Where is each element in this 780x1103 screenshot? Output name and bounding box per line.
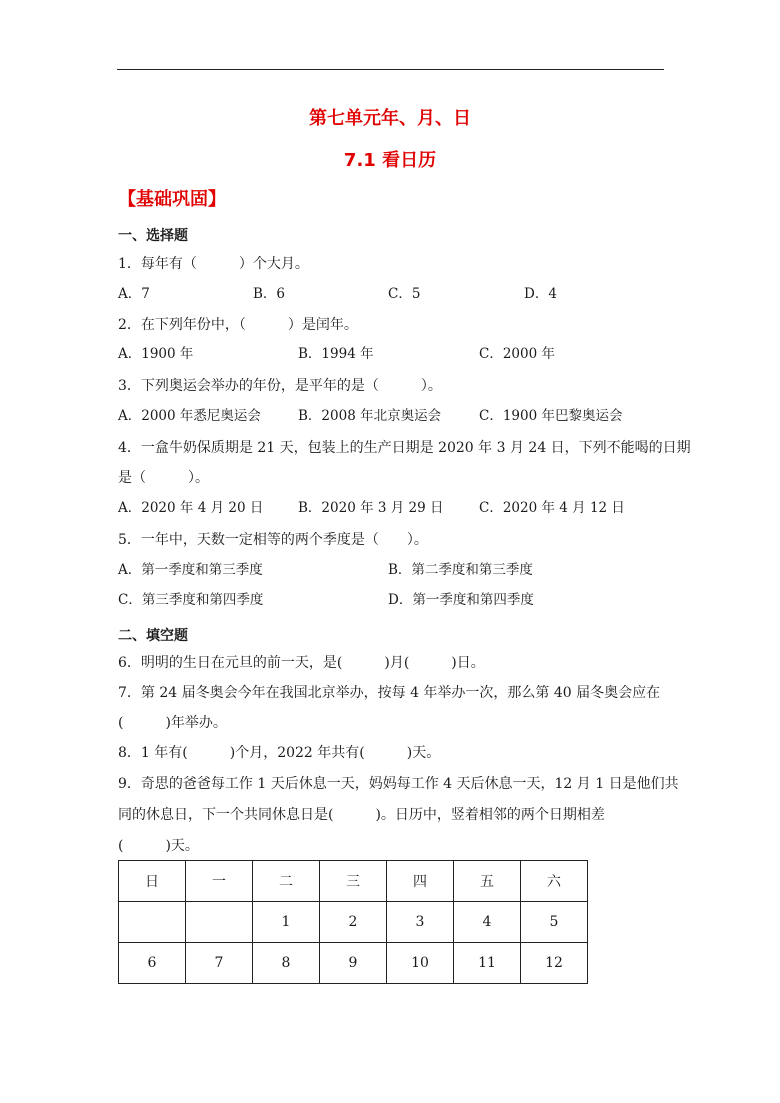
calendar-cell: 11: [454, 943, 521, 984]
calendar-cell: 9: [320, 943, 387, 984]
calendar-cell: 3: [387, 902, 454, 943]
option-1c: C．5: [388, 286, 421, 302]
section-heading-fill: 二、填空题: [118, 628, 188, 644]
top-rule: [117, 69, 664, 70]
lesson-title: 7.1 看日历: [343, 150, 437, 171]
calendar-header-sat: 六: [521, 861, 588, 902]
option-1d: D．4: [524, 286, 557, 302]
question-9-cont2: ( )天。: [118, 838, 199, 854]
calendar-cell: 2: [320, 902, 387, 943]
calendar-cell: [186, 902, 253, 943]
calendar-header-fri: 五: [454, 861, 521, 902]
calendar-cell: 4: [454, 902, 521, 943]
calendar-row: [119, 943, 588, 984]
question-9: 9．奇思的爸爸每工作 1 天后休息一天，妈妈每工作 4 天后休息一天，12 月 1 日是他们共: [118, 776, 679, 792]
option-5c: C．第三季度和第四季度: [118, 592, 264, 608]
question-4: 4．一盒牛奶保质期是 21 天，包装上的生产日期是 2020 年 3 月 24 日，下列不能喝的日期: [118, 440, 691, 456]
calendar-table: [118, 860, 588, 984]
question-4-cont: 是（ ）。: [118, 470, 209, 486]
question-8: 8．1 年有( )个月，2022 年共有( )天。: [118, 745, 441, 761]
calendar-header-mon: 一: [186, 861, 253, 902]
question-7-cont: ( )年举办。: [118, 715, 227, 731]
option-1a: A．7: [118, 286, 150, 302]
calendar-row: [119, 902, 588, 943]
option-5d: D．第一季度和第四季度: [388, 592, 534, 608]
question-1: 1．每年有（ ）个大月。: [118, 256, 309, 272]
calendar-cell: 12: [521, 943, 588, 984]
calendar-header-thu: 四: [387, 861, 454, 902]
calendar-header-row: [119, 861, 588, 902]
option-3b: B．2008 年北京奥运会: [298, 408, 442, 424]
option-4a: A．2020 年 4 月 20 日: [118, 500, 264, 516]
question-6: 6．明明的生日在元旦的前一天，是( )月( )日。: [118, 655, 485, 671]
calendar-cell: 10: [387, 943, 454, 984]
calendar-cell: [119, 902, 186, 943]
calendar-header-sun: 日: [119, 861, 186, 902]
calendar-cell: 1: [253, 902, 320, 943]
calendar-cell: 7: [186, 943, 253, 984]
option-3a: A．2000 年悉尼奥运会: [118, 408, 261, 424]
section-heading-choice: 一、选择题: [118, 228, 188, 244]
option-4c: C．2020 年 4 月 12 日: [479, 500, 625, 516]
option-5b: B．第二季度和第三季度: [388, 562, 533, 578]
option-4b: B．2020 年 3 月 29 日: [298, 500, 444, 516]
chapter-title: 第七单元年、月、日: [309, 108, 471, 129]
option-5a: A．第一季度和第三季度: [118, 562, 263, 578]
option-2a: A．1900 年: [118, 346, 194, 362]
question-3: 3．下列奥运会举办的年份，是平年的是（ ）。: [118, 378, 442, 394]
question-9-cont: 同的休息日，下一个共同休息日是( )。日历中，竖着相邻的两个日期相差: [118, 807, 605, 823]
option-3c: C．1900 年巴黎奥运会: [479, 408, 623, 424]
calendar-header-tue: 二: [253, 861, 320, 902]
option-2c: C．2000 年: [479, 346, 555, 362]
calendar-cell: 6: [119, 943, 186, 984]
section-tag: 【基础巩固】: [118, 189, 226, 210]
option-2b: B．1994 年: [298, 346, 374, 362]
option-1b: B．6: [253, 286, 286, 302]
calendar-header-wed: 三: [320, 861, 387, 902]
calendar-cell: 5: [521, 902, 588, 943]
question-5: 5．一年中，天数一定相等的两个季度是（ ）。: [118, 532, 428, 548]
calendar-cell: 8: [253, 943, 320, 984]
question-7: 7．第 24 届冬奥会今年在我国北京举办，按每 4 年举办一次，那么第 40 届冬奥会应在: [118, 685, 661, 701]
question-2: 2．在下列年份中，（ ）是闰年。: [118, 317, 358, 333]
